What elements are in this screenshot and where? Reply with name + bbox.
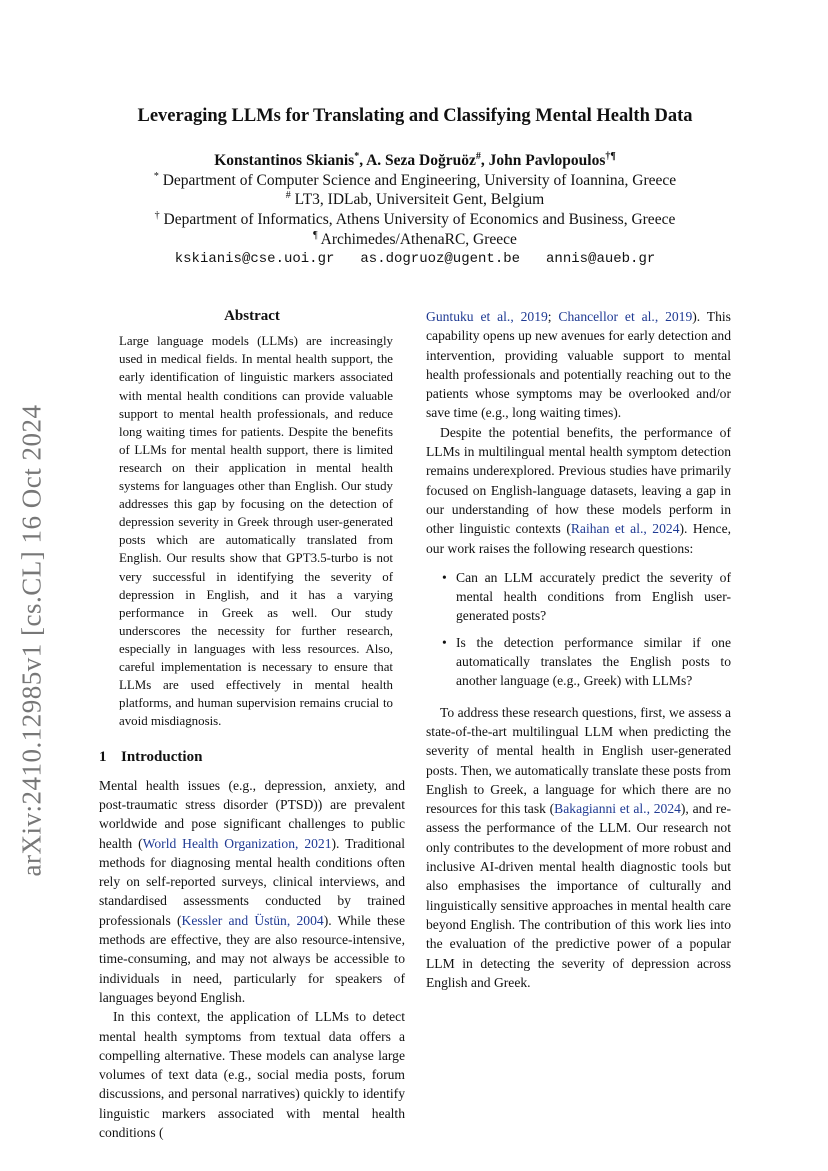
citation-author: Guntuku et al. — [426, 309, 511, 324]
paragraph-text: ). Traditional methods for diagnosing mental health conditions often rely on self-reported surveys, clinical interviews, and standardised assessments conducted by trained professionals ( — [99, 835, 406, 928]
author-mark: * — [354, 150, 360, 162]
citation-link[interactable] — [571, 521, 680, 536]
arxiv-identifier: arXiv:2410.12985v1 [cs.CL] 16 Oct 2024 — [16, 404, 47, 876]
author-name: Konstantinos Skianis — [214, 152, 355, 169]
paragraph-text: In this context, the application of LLMs to detect mental health symptoms from textual data offers a compelling alternative. These models can analyse large volumes of text data (e.g., social media posts, forum discussions, and personal narratives) quickly to identify linguistic markers associated with mental health conditions ( — [99, 1009, 405, 1140]
citation-author: Bakagianni et al. — [554, 801, 647, 817]
citation-author: Kessler and Üstün — [181, 912, 287, 928]
left-column — [99, 307, 405, 1142]
author-block — [70, 151, 760, 269]
citation-separator: ; — [547, 309, 559, 324]
paragraph-text: ). Hence, our work raises the following research questions: — [426, 521, 732, 556]
citation-author: Chancellor et al. — [558, 309, 655, 324]
citation-author: Raihan et al. — [570, 521, 644, 537]
affiliation — [70, 190, 760, 210]
author-emails — [70, 250, 760, 270]
paragraph-text: ), and re-assess the performance of the LLM. Our research not only contributes to the development of more robust and inclusive AI-driven mental health diagnostic tools but also emphasises the importance of culturally and linguistically sensitive approaches in mental health care beyond English. The contribution of this work lies into the evaluation of the predictive power of a popular LLM in detecting the severity of depression across English and Greek. — [426, 801, 732, 990]
intro-paragraph-1 — [99, 776, 405, 1008]
author-mark: # — [475, 150, 481, 162]
citation-link[interactable] — [143, 836, 332, 851]
citation-separator: , — [643, 521, 653, 537]
citation-year: 2004 — [296, 912, 324, 928]
section-number: 1 — [99, 749, 107, 766]
paragraph-text: ). While these methods are effective, they are also resource-intensive, time-consuming, and may not always be accessible to individuals in need, particularly for speakers of languages beyond English. — [99, 912, 405, 1005]
citation-separator: , — [510, 309, 521, 324]
paragraph-text: Despite the potential benefits, the performance of LLMs in multilingual mental health symptom detection remains underexplored. Previous studies have primarily focused on English-language datasets, leaving a gap in our understanding of how these models perform in other linguistic contexts ( — [426, 424, 731, 537]
affiliation — [70, 171, 760, 191]
affiliation-text: Department of Informatics, Athens University of Economics and Business, Greece — [159, 211, 676, 229]
intro-paragraph-3 — [426, 423, 731, 558]
intro-paragraph-4 — [426, 703, 731, 992]
affiliation-mark: † — [154, 209, 160, 221]
author-name: A. Seza Doğruöz — [366, 152, 476, 169]
citation-separator: , — [646, 801, 654, 817]
citation-year: 2019 — [665, 309, 693, 324]
affiliation-text: Archimedes/AthenaRC, Greece — [317, 230, 517, 248]
list-item: • Can an LLM accurately predict the severity of mental health conditions from English user-generated posts? — [426, 568, 731, 626]
author-names — [70, 151, 760, 171]
abstract-text: Large language models (LLMs) are increasingly used in medical fields. In mental health support, the early identification of linguistic markers associated with mental health conditions can provide valuable support to mental health professionals, and reduce long waiting times for patients. Despite the benefits of LLMs for mental health support, there is limited research on their application in mental health systems for languages other than English. Our study addresses this gap by focusing on the detection of depression severity in Greek through user-generated posts which are automatically translated from English. Our results show that GPT3.5-turbo is not very successful in identifying the severity of depression in English, and it has a varying performance in Greek as well. Our study underscores the necessity for further research, especially in languages with less resources. Also, careful implementation is necessary to ensure that LLMs are used effectively in mental health platforms, and human supervision remains crucial to avoid misdiagnosis. — [119, 334, 393, 729]
paper-title: Leveraging LLMs for Translating and Classifying Mental Health Data — [137, 106, 693, 126]
email-link[interactable]: kskianis@cse.uoi.gr — [174, 250, 335, 267]
arxiv-side-stamp — [14, 400, 50, 880]
author-separator: , — [359, 152, 367, 169]
affiliation-text: LT3, IDLab, Universiteit Gent, Belgium — [290, 191, 545, 209]
email-link[interactable]: annis@aueb.gr — [546, 250, 656, 267]
citation-year: 2021 — [304, 835, 332, 851]
affiliation-mark: ¶ — [313, 229, 318, 241]
research-questions-list — [426, 568, 731, 691]
citation-author: World Health Organization — [142, 835, 296, 851]
section-title: Introduction — [121, 749, 203, 766]
citation-link[interactable] — [554, 801, 681, 816]
citation-year: 2019 — [520, 309, 548, 324]
author-mark: †¶ — [605, 150, 616, 162]
citation-year: 2024 — [653, 801, 681, 817]
citation-separator: , — [295, 835, 305, 851]
affiliation-mark: # — [285, 190, 291, 202]
paragraph-text: Mental health issues (e.g., depression, anxiety, and post-traumatic stress disorder (PTSD)) are prevalent worldwide and pose significant challenges to public health ( — [99, 777, 405, 851]
intro-paragraph-2 — [99, 1007, 405, 1142]
affiliation-mark: * — [153, 170, 159, 182]
author-name: John Pavlopoulos — [488, 152, 606, 169]
abstract-heading: Abstract — [224, 308, 280, 324]
citation-separator: , — [654, 309, 666, 324]
email-link[interactable]: as.dogruoz@ugent.be — [360, 250, 521, 267]
citation-year: 2024 — [652, 521, 680, 537]
citation-link[interactable] — [426, 309, 548, 324]
citation-link[interactable] — [182, 913, 324, 928]
intro-paragraph-2-continued — [426, 307, 731, 423]
affiliation — [70, 210, 760, 230]
section-heading — [99, 748, 405, 767]
author-separator: , — [480, 152, 489, 169]
paragraph-text: ). This capability opens up new avenues for early detection and intervention, providing valuable support to mental health professionals and potentially reaching out to the patients whose symptoms may be overlooked and/or save time (e.g., long waiting times). — [426, 309, 731, 421]
paragraph-text: To address these research questions, first, we assess a state-of-the-art multilingual LLM when predicting the severity of mental health in English user-generated posts. Then, we automatically translate these posts from English to Greek, a language for which there are no resources for this task ( — [426, 704, 731, 817]
affiliation — [70, 230, 760, 250]
affiliation-text: Department of Computer Science and Engineering, University of Ioannina, Greece — [158, 171, 677, 189]
citation-separator: , — [286, 912, 297, 928]
list-item: • Is the detection performance similar if one automatically translates the English posts to another language (e.g., Greek) with LLMs? — [426, 633, 731, 691]
right-column — [426, 307, 731, 992]
citation-link[interactable] — [558, 309, 692, 324]
